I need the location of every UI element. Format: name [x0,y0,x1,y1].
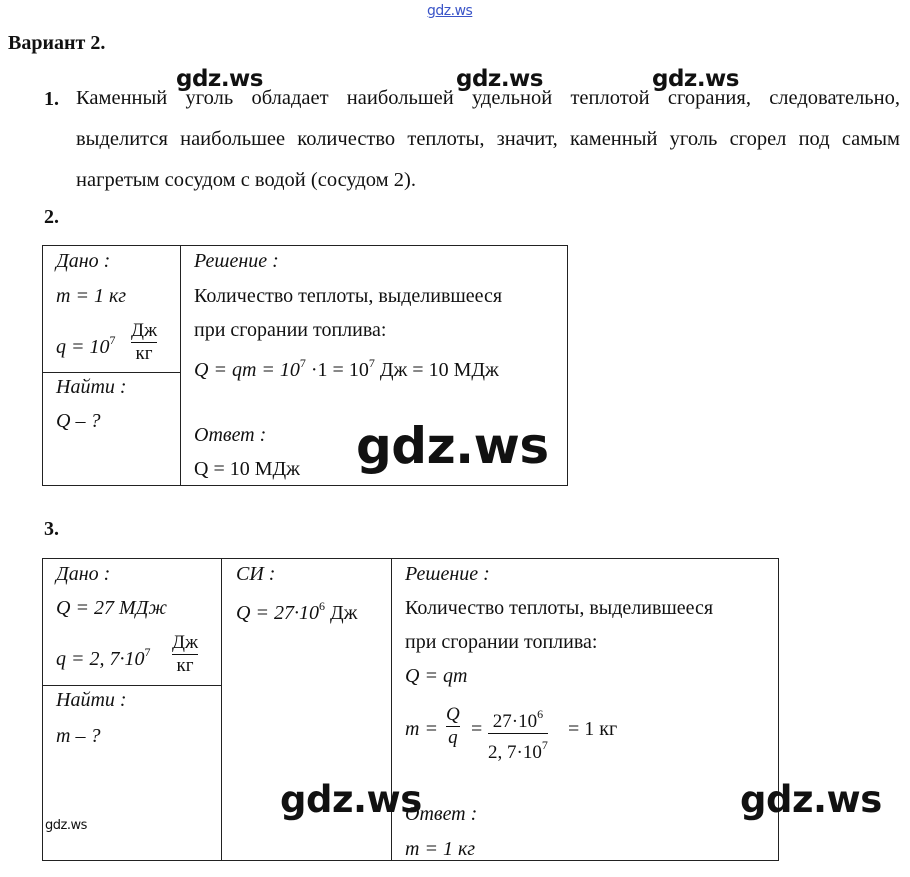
task3-frac1-denominator: q [448,727,458,748]
task2-find-label: Найти : [56,376,127,398]
task2-formula [194,356,499,382]
task2-unit-numerator: Дж [131,320,158,341]
task2-solution-label: Решение : [194,250,279,272]
task3-unit-numerator: Дж [172,632,199,653]
task3-frac2-num-exp: 6 [537,707,544,721]
task3-find-value: m – ? [56,725,101,747]
task2-formula-part: Дж = 10 МДж [374,359,499,381]
task3-number: 3. [44,518,59,540]
task3-result: = 1 кг [568,718,618,740]
top-watermark-link[interactable]: gdz.ws [427,3,473,19]
task2-given-q-text: q = 10 [56,336,110,358]
task2-answer-label: Ответ : [194,424,267,446]
task3-si-value [236,599,357,625]
task2-formula-exp: 7 [368,356,375,370]
task2-given-label: Дано : [56,250,111,272]
task3-frac2-numerator [493,703,543,733]
task3-divider-vertical [221,558,222,861]
task3-unit-fraction [172,632,198,677]
task3-given-q [56,645,151,671]
task3-given-q-text: q = 2, 7·10 [56,648,145,670]
task1-text: Каменный уголь обладает наибольшей удельной теплотой сгорания, следовательно, выделится наибольшее количество теплоты, значит, каменный уголь сгорел под самым нагретым сосудом с водой (сосудом 2). [76,87,900,191]
task3-si-exp: 6 [318,599,325,613]
task2-unit-denominator: кг [135,343,153,364]
task3-find-label: Найти : [56,689,127,711]
task3-solution-label: Решение : [405,563,490,585]
watermark-text: gdz.ws [456,66,543,92]
task3-answer-label: Ответ : [405,803,478,825]
watermark-text: gdz.ws [45,818,87,833]
task3-unit-denominator: кг [176,655,194,676]
task2-formula-part: Q = qm = 10 [194,359,300,381]
task2-solution-line1: Количество теплоты, выделившееся [194,285,503,307]
task3-frac2-den-text: 2, 7·10 [488,742,542,763]
task3-m-equals: m = [405,718,438,740]
task3-frac1-numerator: Q [446,704,460,725]
task3-given-label: Дано : [56,563,111,585]
task2-given-q-exp: 7 [109,333,116,347]
task2-answer-value: Q = 10 МДж [194,458,300,480]
task2-solution-line2: при сгорании топлива: [194,319,387,341]
task3-fraction-numeric [488,703,548,764]
task3-frac2-denominator [488,734,548,764]
task3-si-label: СИ : [236,563,276,585]
task3-si-text: Q = 27·10 [236,602,319,624]
task3-equals: = [471,718,483,740]
task2-unit-fraction [131,320,157,365]
task3-frac2-den-exp: 7 [541,738,548,752]
watermark-text: gdz.ws [356,417,549,475]
task2-divider-vertical [180,245,181,486]
task3-given-Q: Q = 27 МДж [56,597,167,619]
task3-answer-text: m = 1 кг [405,838,476,860]
task1-number: 1. [44,88,59,110]
watermark-text: gdz.ws [740,778,882,821]
watermark-text: gdz.ws [280,778,422,821]
watermark-text: gdz.ws [176,66,263,92]
task2-find-value: Q – ? [56,410,101,432]
task3-fraction-Q-over-q [446,704,460,749]
task3-answer-value [405,838,475,861]
task3-solution-line1: Количество теплоты, выделившееся [405,597,714,619]
task3-formula1: Q = qm [405,665,468,687]
task2-formula-exp: 7 [299,356,306,370]
task3-given-q-exp: 7 [144,645,151,659]
task3-solution-line2: при сгорании топлива: [405,631,598,653]
variant-heading: Вариант 2. [8,32,106,54]
task3-frac2-num-text: 27·10 [492,711,538,732]
task3-si-unit: Дж [324,602,358,624]
task2-given-mass: m = 1 кг [56,285,127,307]
watermark-text: gdz.ws [652,66,739,92]
task2-formula-part: ·1 = 10 [305,359,369,381]
task2-given-q [56,333,116,359]
task2-number: 2. [44,206,59,228]
task2-divider-horizontal [42,372,181,373]
task3-divider-horizontal [42,685,222,686]
